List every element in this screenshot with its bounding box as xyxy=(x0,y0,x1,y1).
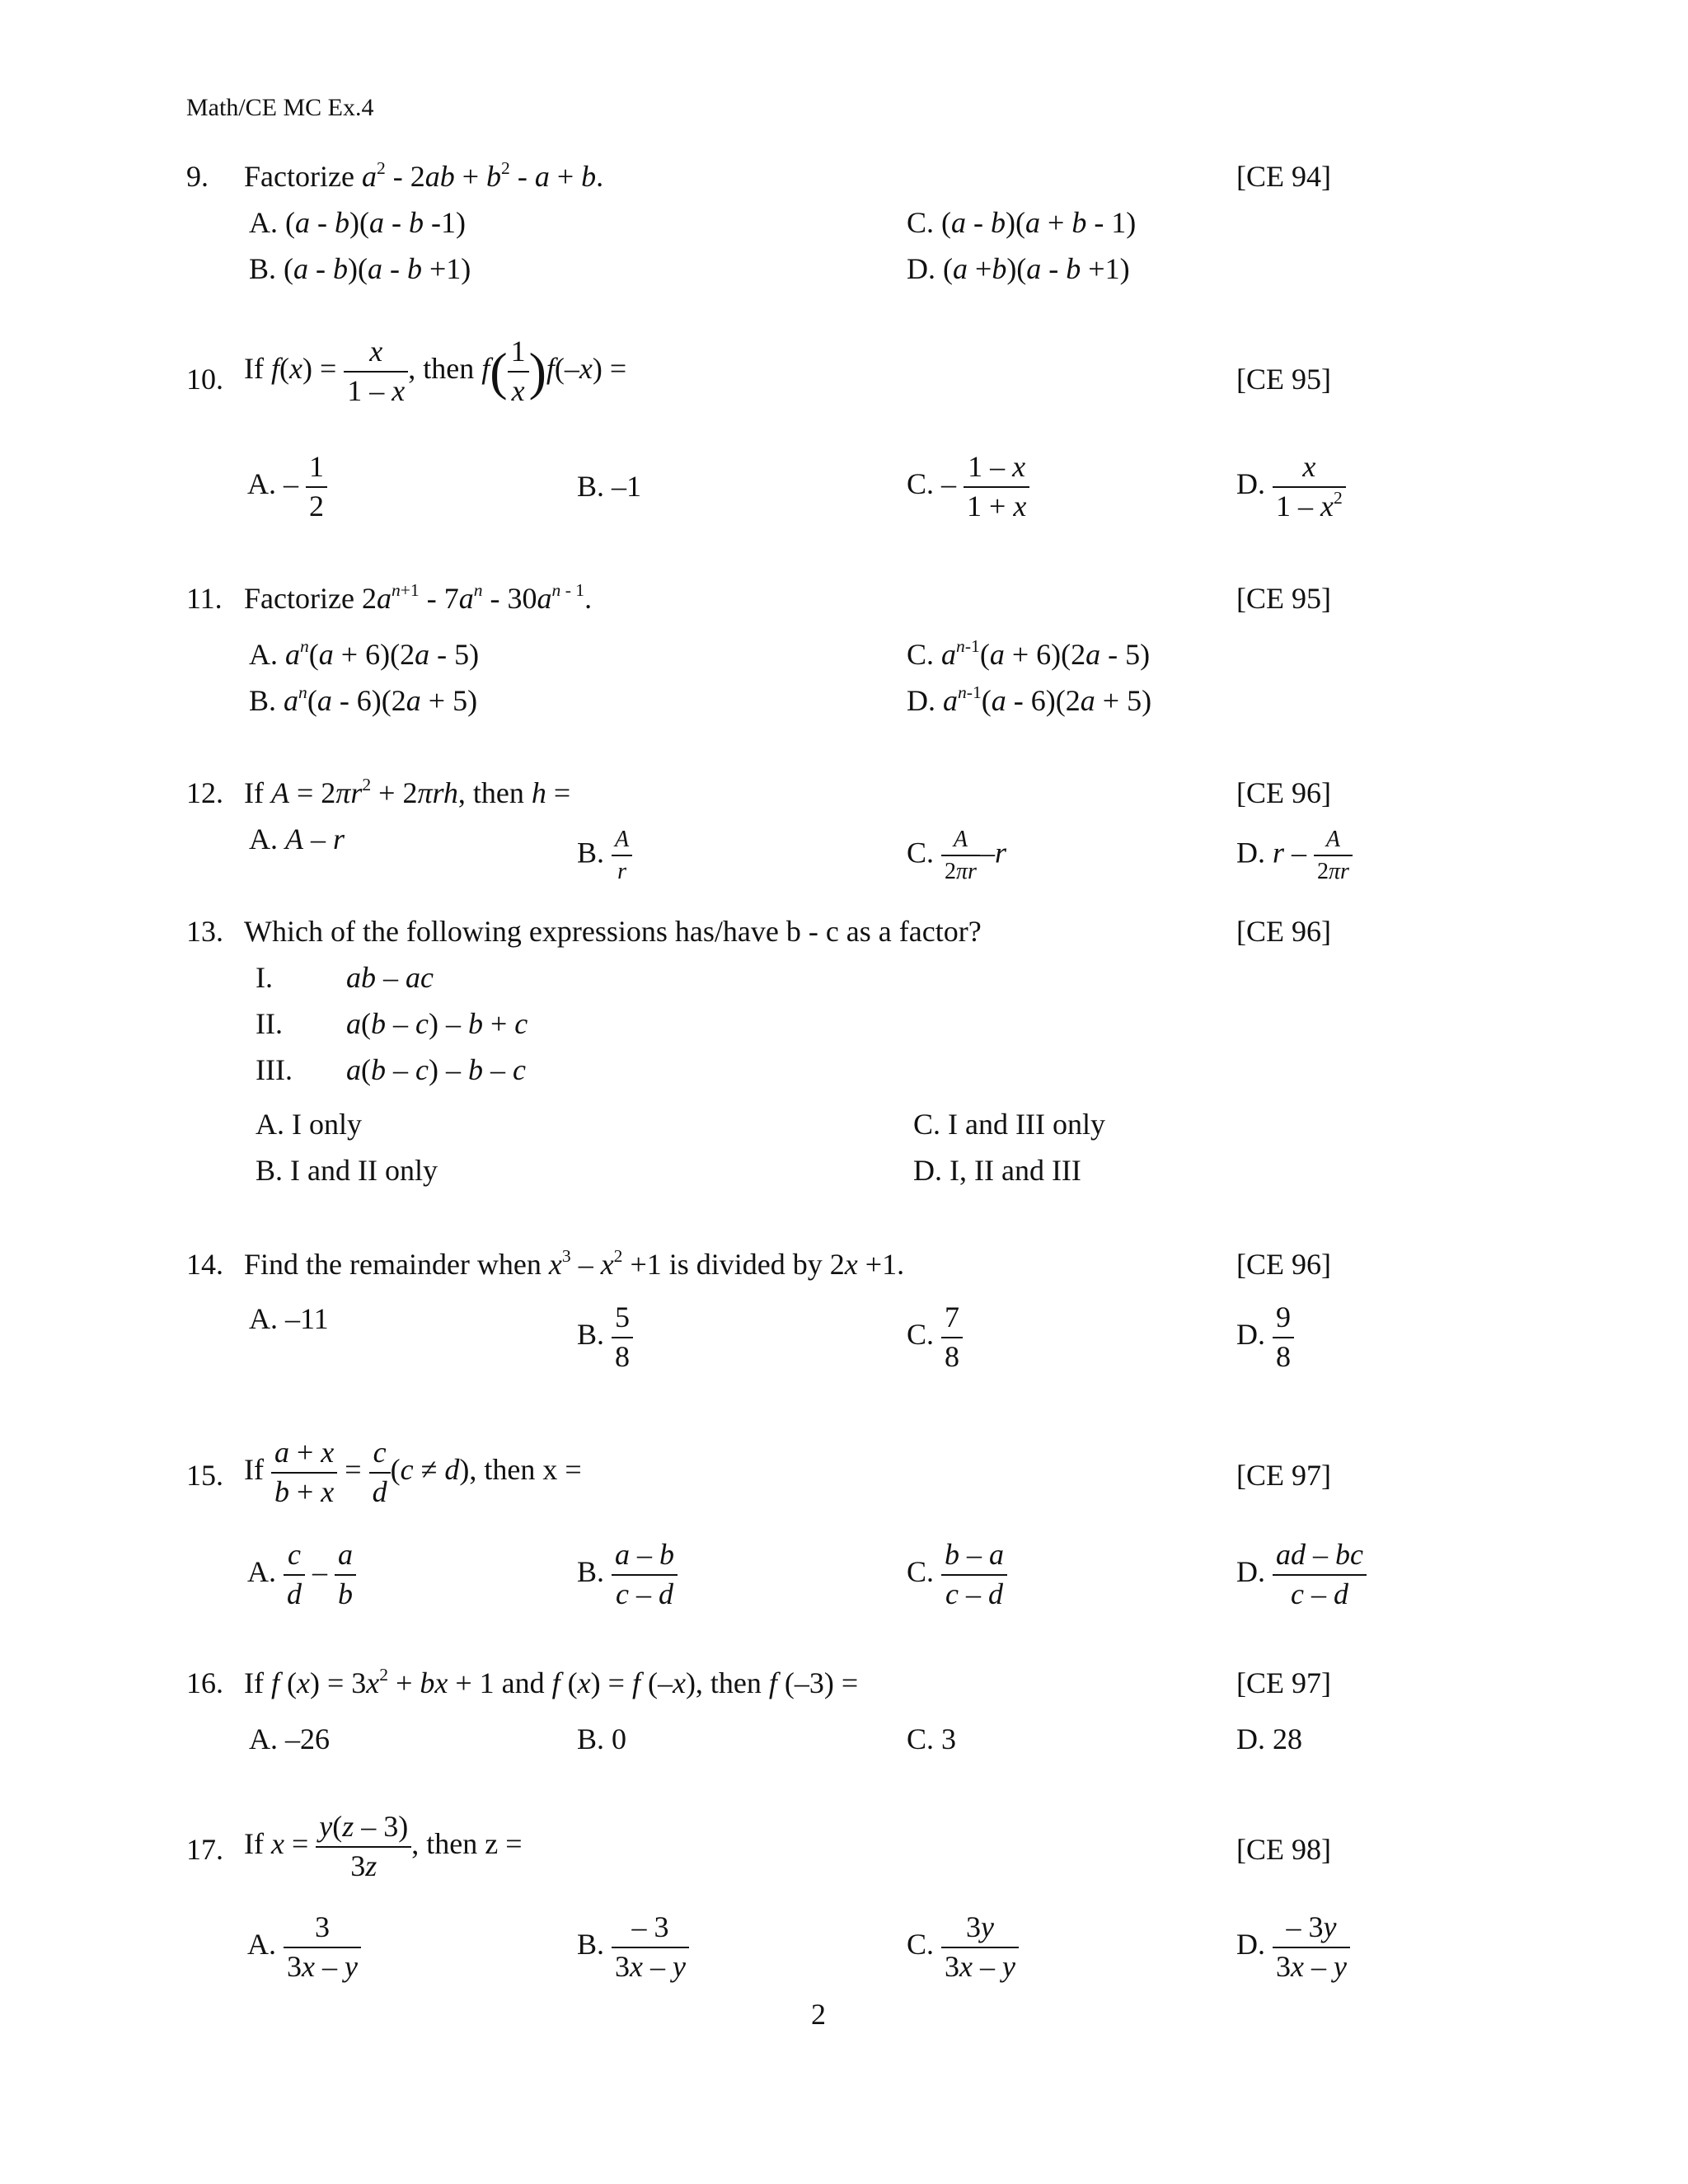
q15-question: If $\frac{a + x}{b + x}$ = $\frac{c}{d}$ (c ≠ d), then x = xyxy=(244,1436,582,1508)
q16-source: [CE 97] xyxy=(1236,1666,1331,1699)
q11-option-d[interactable]: D. $a^{n-1}(a - 6)(2a + 5)$ xyxy=(907,682,1152,717)
q9-source: [CE 94] xyxy=(1236,160,1331,193)
q12-option-b[interactable]: B. $\frac{A}{r}$ xyxy=(577,827,632,884)
q14-option-d[interactable]: D. $\frac{9}{8}$ xyxy=(1236,1302,1294,1373)
q13-expr-2: a(b – c) – b + c xyxy=(346,1007,528,1040)
q14-question: Find the remainder when $x^3 - x^2 +1$ is divided by 2x +1. xyxy=(244,1245,905,1281)
q9-number: 9. xyxy=(186,160,209,193)
q13-source: [CE 96] xyxy=(1236,915,1331,948)
q11-option-c[interactable]: C. $a^{n-1}(a + 6)(2a - 5)$ xyxy=(907,635,1151,671)
q10-number: 10. xyxy=(186,363,223,396)
q14-number: 14. xyxy=(186,1248,223,1281)
q10-source: [CE 95] xyxy=(1236,363,1331,396)
q14-option-b[interactable]: B. $\frac{5}{8}$ xyxy=(577,1302,633,1373)
q12-number: 12. xyxy=(186,776,223,809)
q10-option-b[interactable]: B. –1 xyxy=(577,470,642,503)
q15-source: [CE 97] xyxy=(1236,1459,1331,1492)
q15-option-a[interactable]: A. $\frac{c}{d}$ – $\frac{a}{b}$ xyxy=(247,1540,356,1610)
q15-number: 15. xyxy=(186,1459,223,1492)
q16-question: If f $(x) = 3x^2$ + bx + 1 and f (x) = f (–x), then f (–3) = xyxy=(244,1664,859,1699)
q17-option-d[interactable]: D. $\frac{- 3y}{3x - y}$ xyxy=(1236,1912,1350,1983)
q17-option-b[interactable]: B. $\frac{- 3}{3x - y}$ xyxy=(577,1912,689,1983)
q12-question: If $A = 2\pi r^2 + 2\pi rh$, then h = xyxy=(244,774,571,809)
q13-roman-1: I. xyxy=(256,961,273,994)
q17-number: 17. xyxy=(186,1833,223,1866)
q13-question: Which of the following expressions has/have b - c as a factor? xyxy=(244,915,982,948)
q13-option-a[interactable]: A. I only xyxy=(256,1108,362,1141)
q14-option-a[interactable]: A. –11 xyxy=(249,1302,329,1335)
q16-option-a[interactable]: A. –26 xyxy=(249,1722,330,1755)
q10-option-a[interactable]: A. – $\frac{1}{2}$ xyxy=(247,452,327,523)
q9-option-a[interactable]: A. (a - b)(a - b -1) xyxy=(249,206,466,239)
q11-option-a[interactable]: A. $a^n(a + 6)(2a - 5)$ xyxy=(249,635,480,671)
q13-expr-3: a(b – c) – b – c xyxy=(346,1053,526,1086)
q13-option-d[interactable]: D. I, II and III xyxy=(913,1154,1081,1187)
q11-option-b[interactable]: B. $a^n(a - 6)(2a + 5)$ xyxy=(249,682,478,717)
q13-option-b[interactable]: B. I and II only xyxy=(256,1154,438,1187)
page-header: Math/CE MC Ex.4 xyxy=(186,94,374,121)
q11-number: 11. xyxy=(186,582,223,615)
q15-option-b[interactable]: B. $\frac{a - b}{c - d}$ xyxy=(577,1540,678,1610)
q9-option-d[interactable]: D. (a +b)(a - b +1) xyxy=(907,252,1130,285)
q13-roman-2: II. xyxy=(256,1007,283,1040)
q9-option-b[interactable]: B. (a - b)(a - b +1) xyxy=(249,252,471,285)
q13-expr-1: ab – ac xyxy=(346,961,434,994)
q9-question: Factorize $a^2 - 2ab + b^2 - a + b$. xyxy=(244,157,604,193)
q16-option-d[interactable]: D. 28 xyxy=(1236,1722,1302,1755)
q10-option-c[interactable]: C. – $\frac{1 - x}{1 + x}$ xyxy=(907,452,1029,523)
q16-option-b[interactable]: B. 0 xyxy=(577,1722,627,1755)
q14-option-c[interactable]: C. $\frac{7}{8}$ xyxy=(907,1302,963,1373)
q16-number: 16. xyxy=(186,1666,223,1699)
q16-option-c[interactable]: C. 3 xyxy=(907,1722,957,1755)
q11-question: Factorize $2a^{n+1} - 7a^n - 30a^{n - 1}$. xyxy=(244,579,593,615)
q10-question: If f(x) = $\frac{x}{1 - x}$ , then f( $\frac{1}{x}$ )f(–x) = xyxy=(244,335,627,407)
q17-option-c[interactable]: C. $\frac{3y}{3x - y}$ xyxy=(907,1912,1019,1983)
q11-source: [CE 95] xyxy=(1236,582,1331,615)
q12-option-c[interactable]: C. $\frac{A}{2\pi r}$ –r xyxy=(907,827,1006,885)
q17-source: [CE 98] xyxy=(1236,1833,1331,1866)
q13-roman-3: III. xyxy=(256,1053,293,1086)
q17-option-a[interactable]: A. $\frac{3}{3x - y}$ xyxy=(247,1912,361,1983)
q14-source: [CE 96] xyxy=(1236,1248,1331,1281)
q15-option-d[interactable]: D. $\frac{ad - bc}{c - d}$ xyxy=(1236,1540,1367,1610)
q15-option-c[interactable]: C. $\frac{b - a}{c - d}$ xyxy=(907,1540,1007,1610)
q12-option-d[interactable]: D. r – $\frac{A}{2\pi r}$ xyxy=(1236,827,1353,884)
page-number: 2 xyxy=(811,1998,826,2031)
q9-option-c[interactable]: C. (a - b)(a + b - 1) xyxy=(907,206,1137,239)
q12-option-a[interactable]: A. A – r xyxy=(249,823,345,855)
q17-question: If x = $\frac{y(z - 3)}{3z}$ , then z = xyxy=(244,1810,523,1882)
q13-option-c[interactable]: C. I and III only xyxy=(913,1108,1105,1141)
q10-option-d[interactable]: D. $\frac{x}{1 - x^2}$ xyxy=(1236,452,1346,523)
q12-source: [CE 96] xyxy=(1236,776,1331,809)
q13-number: 13. xyxy=(186,915,223,948)
